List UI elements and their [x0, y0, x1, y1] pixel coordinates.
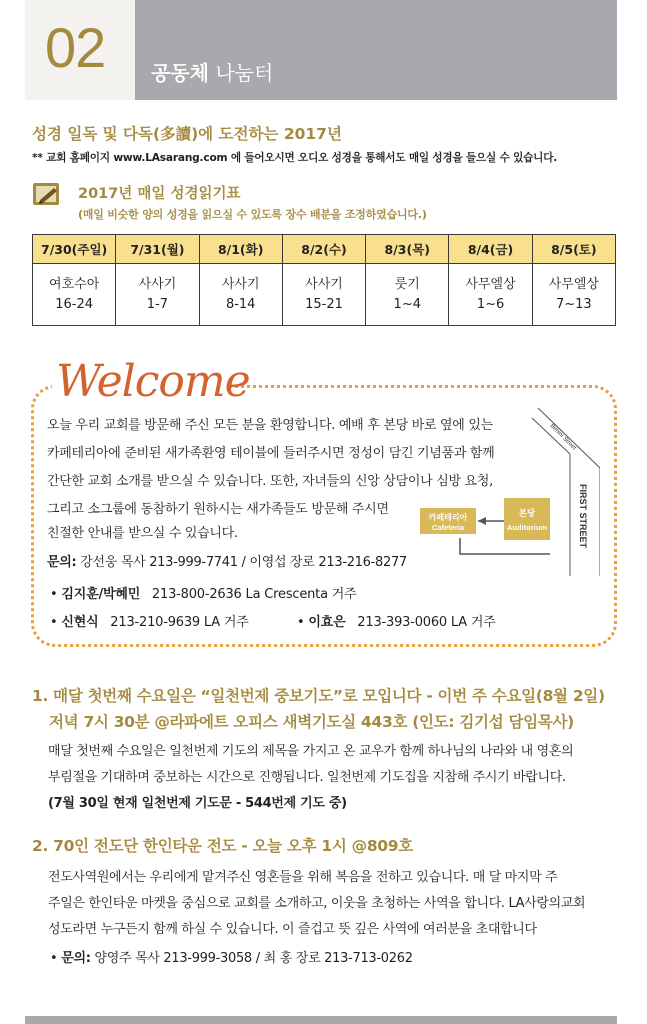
plan-chapters: 1-7 [146, 296, 169, 312]
plan-book: 사사기 [221, 276, 260, 292]
notice1-body-line: 매달 첫번째 수요일은 일천번제 기도의 제목을 가지고 온 교우가 함께 하나님의 나라와 내 영혼의 [48, 744, 574, 759]
plan-book: 사무엘상 [548, 276, 599, 292]
bible-book-icon [32, 180, 62, 208]
plan-cell [366, 264, 449, 326]
plan-chapters: 15-21 [305, 296, 343, 312]
notice2-title: 2. 70인 전도단 한인타운 전도 - 오늘 오후 1시 @809호 [32, 837, 413, 855]
new-family-info: 213-800-2636 La Crescenta 거주 [151, 587, 357, 602]
plan-chapters: 1~4 [393, 296, 421, 312]
plan-cell [532, 264, 615, 326]
new-family-info: 213-210-9639 LA 거주 [110, 615, 249, 630]
plan-date: 8/3(목) [366, 235, 449, 264]
new-family-entry: • 신현식 213-210-9639 LA 거주 [50, 615, 249, 630]
bimini-street-label: Bimini Street [548, 423, 577, 452]
welcome-text-line: 간단한 교회 소개를 받으실 수 있습니다. 또한, 자녀들의 신앙 상담이나 심방 요청, [47, 474, 493, 489]
reading-plan-title: 2017년 매일 성경읽기표 [78, 186, 241, 202]
reading-plan-header-row [33, 235, 616, 264]
notice2-body-line: 주일은 한인타운 마켓을 중심으로 교회를 소개하고, 이웃을 초청하는 사역을 합니다. LA사랑의교회 [48, 896, 586, 911]
notice2-body-line: 전도사역원에서는 우리에게 맡겨주신 영혼들을 위해 복음을 전하고 있습니다. 매 달 마지막 주 [48, 870, 558, 885]
notice1-title-continued: 저녁 7시 30분 @라파에트 오피스 새벽기도실 443호 (인도: 김기섭 담임목사) [49, 713, 574, 731]
church-campus-map [420, 406, 600, 576]
page-bottom-bar [25, 1016, 617, 1024]
section-header [25, 0, 617, 100]
new-family-entry: • 김지훈/박혜민 213-800-2636 La Crescenta 거주 [50, 587, 357, 602]
sanctuary-building [504, 498, 550, 540]
welcome-text-line: 오늘 우리 교회를 방문해 주신 모든 분을 환영합니다. 예배 후 본당 바로 옆에 있는 [47, 418, 493, 433]
sanctuary-label: 본당 [518, 509, 536, 519]
plan-book: 사사기 [305, 276, 343, 292]
plan-date: 8/2(수) [282, 235, 365, 264]
plan-chapters: 7~13 [555, 296, 592, 312]
section-number: 02 [45, 16, 106, 79]
new-family-info: 213-393-0060 LA 거주 [357, 615, 496, 630]
plan-book: 여호수아 [49, 276, 100, 292]
notice2-contact: • 문의: 양영주 목사 213-999-3058 / 최 홍 장로 213-713-0262 [50, 951, 413, 966]
route-path-line [460, 538, 550, 554]
plan-date: 8/4(금) [449, 235, 532, 264]
welcome-heading: Welcome [56, 356, 250, 407]
bible-audio-note: ** 교회 홈페이지 www.LAsarang.com 에 들어오시면 오디오 성경을 통해서도 매일 성경을 들으실 수 있습니다. [32, 152, 558, 164]
sanctuary-label-en: Auditorium [507, 523, 547, 532]
plan-date: 8/1(화) [199, 235, 282, 264]
welcome-contact: 문의: 강선웅 목사 213-999-7741 / 이영섭 장로 213-216-8277 [47, 555, 407, 570]
notice1-title: 1. 매달 첫번째 수요일은 “일천번제 중보기도”로 모입니다 - 이번 주 수요일(8월 2일) [32, 687, 605, 705]
plan-book: 사무엘상 [465, 276, 516, 292]
section-title: 공동체 나눔터 [151, 61, 274, 85]
reading-plan-table [32, 234, 616, 326]
new-family-name: 신현식 [61, 615, 99, 630]
plan-date: 7/30(주일) [33, 235, 116, 264]
plan-cell [116, 264, 199, 326]
new-family-entry: • 이효은 213-393-0060 LA 거주 [297, 615, 496, 630]
bible-challenge-title: 성경 일독 및 다독(多讀)에 도전하는 2017년 [32, 125, 342, 143]
reading-plan-row [33, 264, 616, 326]
new-family-name: 김지훈/박혜민 [61, 587, 141, 602]
plan-date: 8/5(토) [532, 235, 615, 264]
cafeteria-label-en: Cafeteria [431, 523, 465, 532]
welcome-text-line: 그리고 소그룹에 동참하기 원하시는 새가족들도 방문해 주시면 [47, 502, 389, 517]
notice1-body-line: 부림절을 기대하며 중보하는 시간으로 진행됩니다. 일천번제 기도집을 지참해 주시기 바랍니다. [48, 770, 566, 785]
plan-chapters: 1~6 [476, 296, 505, 312]
welcome-text-line: 친절한 안내를 받으실 수 있습니다. [47, 526, 238, 541]
plan-cell [199, 264, 282, 326]
first-street-label: FIRST STREET [578, 483, 588, 549]
plan-chapters: 16-24 [55, 296, 94, 312]
reading-plan-subtitle: (매일 비슷한 양의 성경을 읽으실 수 있도록 장수 배분을 조정하였습니다.) [78, 208, 427, 221]
notice1-status: (7월 30일 현재 일천번제 기도문 - 544번제 기도 중) [48, 796, 347, 811]
route-arrow-icon [478, 517, 486, 525]
cafeteria-label: 카페테리아 [428, 513, 468, 522]
plan-date: 7/31(월) [116, 235, 199, 264]
plan-cell [282, 264, 365, 326]
welcome-text-line: 카페테리아에 준비된 새가족환영 테이블에 들러주시면 정성이 담긴 기념품과 함께 [47, 446, 495, 461]
plan-book: 룻기 [394, 276, 420, 292]
new-family-name: 이효은 [308, 615, 346, 630]
plan-cell [449, 264, 532, 326]
section-title-bar [135, 0, 617, 100]
plan-chapters: 8-14 [225, 296, 256, 312]
section-number-box [25, 0, 135, 100]
plan-cell [33, 264, 116, 326]
notice2-body-line: 성도라면 누구든지 함께 하실 수 있습니다. 이 즐겁고 뜻 깊은 사역에 여러분을 초대합니다 [48, 922, 537, 937]
plan-book: 사사기 [138, 276, 177, 292]
